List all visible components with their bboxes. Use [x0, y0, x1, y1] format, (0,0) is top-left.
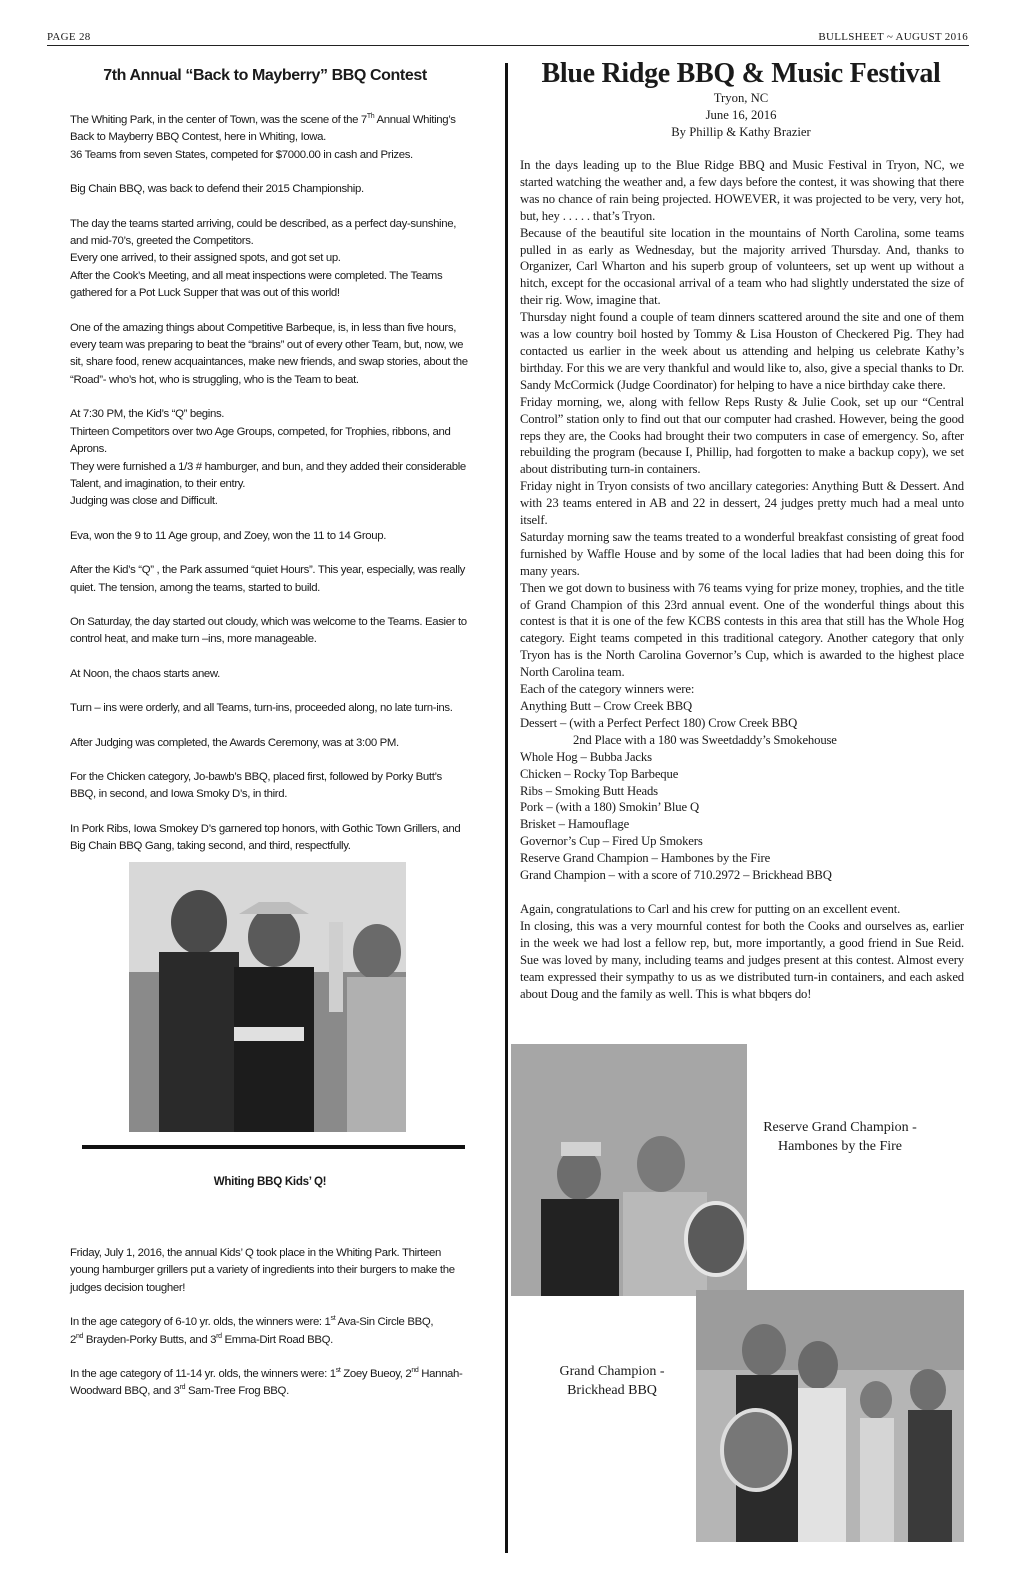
paragraph: At 7:30 PM, the Kid’s “Q” begins. — [70, 408, 225, 421]
paragraph: After the Cook’s Meeting, and all meat inspections were completed. The Teams gathered for a Pot Luck Supper that was out of this world! — [70, 269, 443, 300]
paragraph: One of the amazing things about Competitive Barbeque, is, in less than five hours, every team was preparing to beat the “brains” out of every other Team, but, now, we sit, share food, renew acquaintances, make new friends, and swap stories, about the “Road”- who’s hot, who is struggling, who is the Team to beat. — [70, 321, 468, 386]
paragraph: After Judging was completed, the Awards Ceremony, was at 3:00 PM. — [70, 736, 399, 749]
paragraph: On Saturday, the day started out cloudy, which was welcome to the Teams. Easier to control heat, and make turn –ins, more manageable. — [70, 615, 467, 646]
grand-champion-caption: Grand Champion - Brickhead BBQ — [559, 1364, 665, 1398]
paragraph: They were furnished a 1/3 # hamburger, and bun, and they added their considerable Talent, and imagination, to their entry. — [70, 460, 466, 490]
grand-champion-photo — [696, 1290, 964, 1542]
paragraph: After the Kid’s “Q” , the Park assumed “quiet Hours”. This year, especially, was really quiet. The tension, among the teams, started to build. — [70, 564, 465, 594]
winner-item: Ribs – Smoking Butt Heads — [520, 783, 658, 798]
winner-item: Grand Champion – with a score of 710.2972 – Brickhead BBQ — [520, 868, 832, 883]
right-article-body — [520, 157, 964, 1002]
paragraph: In the age category of 6-10 yr. olds, the winners were: 1st Ava-Sin Circle BBQ, 2nd Brayden-Porky Butts, and 3rd Emma-Dirt Road BBQ. — [70, 1315, 434, 1346]
paragraph: 36 Teams from seven States, competed for $7000.00 in cash and Prizes. — [70, 148, 413, 161]
paragraph: The Whiting Park, in the center of Town, was the scene of the 7Th Annual Whiting’s Back to Mayberry BBQ Contest, here in Whiting, Iowa. — [70, 113, 456, 144]
paragraph: In Pork Ribs, Iowa Smokey D’s garnered top honors, with Gothic Town Grillers, and Big Chain BBQ Gang, taking second, and third, respectfully. — [70, 822, 461, 853]
paragraph: Each of the category winners were: — [520, 682, 695, 697]
paragraph: Judging was close and Difficult. — [70, 495, 218, 508]
winner-item: Brisket – Hamouflage — [520, 817, 630, 832]
paragraph: Turn – ins were orderly, and all Teams, turn-ins, proceeded along, no late turn-ins. — [70, 702, 453, 715]
paragraph: Then we got down to business with 76 teams vying for prize money, trophies, and the title of Grand Champion of this 23rd annual event. One of the wonderful things about this contest is that it is one of the few KCBS contests in this area that still has the Whole Hog category. Eight teams competed in this traditional category. Another category that only Tryon has is the North Carolina Governor’s Cup, which is awarded to the highest place North Carolina team. — [520, 580, 964, 680]
paragraph: Saturday morning saw the teams treated to a wonderful breakfast consisting of great food furnished by Waffle House and by some of the local ladies that had been doing this for many years. — [520, 529, 964, 578]
reserve-champion-photo — [511, 1044, 747, 1296]
header-rule — [47, 45, 969, 46]
paragraph: For the Chicken category, Jo-bawb’s BBQ, placed first, followed by Porky Butt’s BBQ, in second, and Iowa Smoky D’s, in third. — [70, 770, 442, 801]
paragraph: Thursday night found a couple of team dinners scattered around the site and one of them was a low country boil hosted by Tommy & Lisa Houston of Checkered Pig. They had contacted us earlier in the week about us attending and helping us celebrate Kathy’s birthday. For this we are very thankful and would like to, also, give a special thanks to Dr. Sandy McCormick (Judge Coordinator) for helping to have a nice birthday cake there. — [520, 310, 964, 392]
kids-section-rule — [82, 1145, 465, 1149]
paragraph: In the age category of 11-14 yr. olds, the winners were: 1st Zoey Bueoy, 2nd Hannah-Woodward BBQ, and 3rd Sam-Tree Frog BBQ. — [70, 1367, 463, 1398]
article-date: June 16, 2016 — [705, 108, 777, 122]
winner-item: Pork – (with a 180) Smokin’ Blue Q — [520, 800, 699, 815]
paragraph: Big Chain BBQ, was back to defend their 2015 Championship. — [70, 183, 364, 196]
winner-item: Reserve Grand Champion – Hambones by the Fire — [520, 851, 771, 866]
page-number: PAGE 28 — [47, 31, 91, 43]
paragraph: Again, congratulations to Carl and his crew for putting on an excellent event. — [520, 901, 901, 916]
right-article-title: Blue Ridge BBQ & Music Festival — [541, 58, 941, 89]
winner-item: Dessert – (with a Perfect Perfect 180) Crow Creek BBQ — [520, 715, 798, 730]
whiting-winners-photo — [129, 862, 406, 1132]
issue-label: BULLSHEET ~ AUGUST 2016 — [818, 31, 968, 43]
winner-item: 2nd Place with a 180 was Sweetdaddy’s Smokehouse — [573, 732, 837, 747]
reserve-champion-caption: Reserve Grand Champion - Hambones by the Fire — [763, 1120, 917, 1154]
paragraph: Thirteen Competitors over two Age Groups, competed, for Trophies, ribbons, and Aprons. — [70, 425, 451, 456]
paragraph: Eva, won the 9 to 11 Age group, and Zoey, won the 11 to 14 Group. — [70, 529, 387, 542]
article-byline: By Phillip & Kathy Brazier — [671, 125, 811, 139]
paragraph: Friday morning, we, along with fellow Reps Rusty & Julie Cook, set up our “Central Control” station only to find out that our computer had crashed. However, being the good reps they are, the Cooks had brought their two computers in case of emergency. So, after rebuilding the program (because I, Phillip, had forgotten to make a backup copy), we set about distributing turn-in containers. — [520, 394, 964, 477]
column-divider — [505, 63, 508, 1553]
paragraph: At Noon, the chaos starts anew. — [70, 667, 220, 680]
winner-item: Chicken – Rocky Top Barbeque — [520, 766, 679, 781]
left-article-title: 7th Annual “Back to Mayberry” BBQ Contest — [103, 67, 427, 84]
paragraph: Because of the beautiful site location in the mountains of North Carolina, some teams pulled in as early as Wednesday, but the majority arrived Thursday. And, thanks to Organizer, Carl Wharton and his superb group of volunteers, set up went up without a hitch, except for the occasional arrival of a team who had slightly understated the size of their rig. Wow, imagine that. — [520, 225, 964, 308]
winner-item: Whole Hog – Bubba Jacks — [520, 749, 652, 764]
left-article-body — [70, 112, 470, 856]
paragraph: Every one arrived, to their assigned spots, and got set up. — [70, 252, 341, 265]
paragraph: In closing, this was a very mournful contest for both the Cooks and ourselves as, earlier in the week we had lost a fellow rep, but, more importantly, a good friend in Sue Reid. Sue was loved by many, including teams and judges present at this contest. Almost every team expressed their sympathy to us as we distributed turn-in containers, and each asked about Doug and the family as well. This is what bbqers do! — [520, 918, 964, 1001]
winner-item: Anything Butt – Crow Creek BBQ — [520, 699, 693, 713]
article-location: Tryon, NC — [713, 91, 769, 105]
paragraph: The day the teams started arriving, could be described, as a perfect day-sunshine, and mid-70’s, greeted the Competitors. — [70, 217, 457, 248]
kids-article-title: Whiting BBQ Kids’ Q! — [213, 1175, 327, 1188]
paragraph: Friday, July 1, 2016, the annual Kids’ Q took place in the Whiting Park. Thirteen young hamburger grillers put a variety of ingredients into their burgers to make the judges decision tougher! — [70, 1247, 455, 1294]
winner-item: Governor’s Cup – Fired Up Smokers — [520, 834, 703, 849]
kids-article-body — [70, 1245, 470, 1401]
paragraph: In the days leading up to the Blue Ridge BBQ and Music Festival in Tryon, NC, we started watching the weather and, a few days before the contest, it was showing that there was no chance of rain being projected. HOWEVER, it was projected to be very, very hot, but, hey . . . . . that’s Tryon. — [520, 158, 964, 223]
paragraph: Friday night in Tryon consists of two ancillary categories: Anything Butt & Dessert. And with 23 teams entered in AB and 22 in dessert, 24 judges pretty much had a meal unto itself. — [520, 479, 964, 528]
